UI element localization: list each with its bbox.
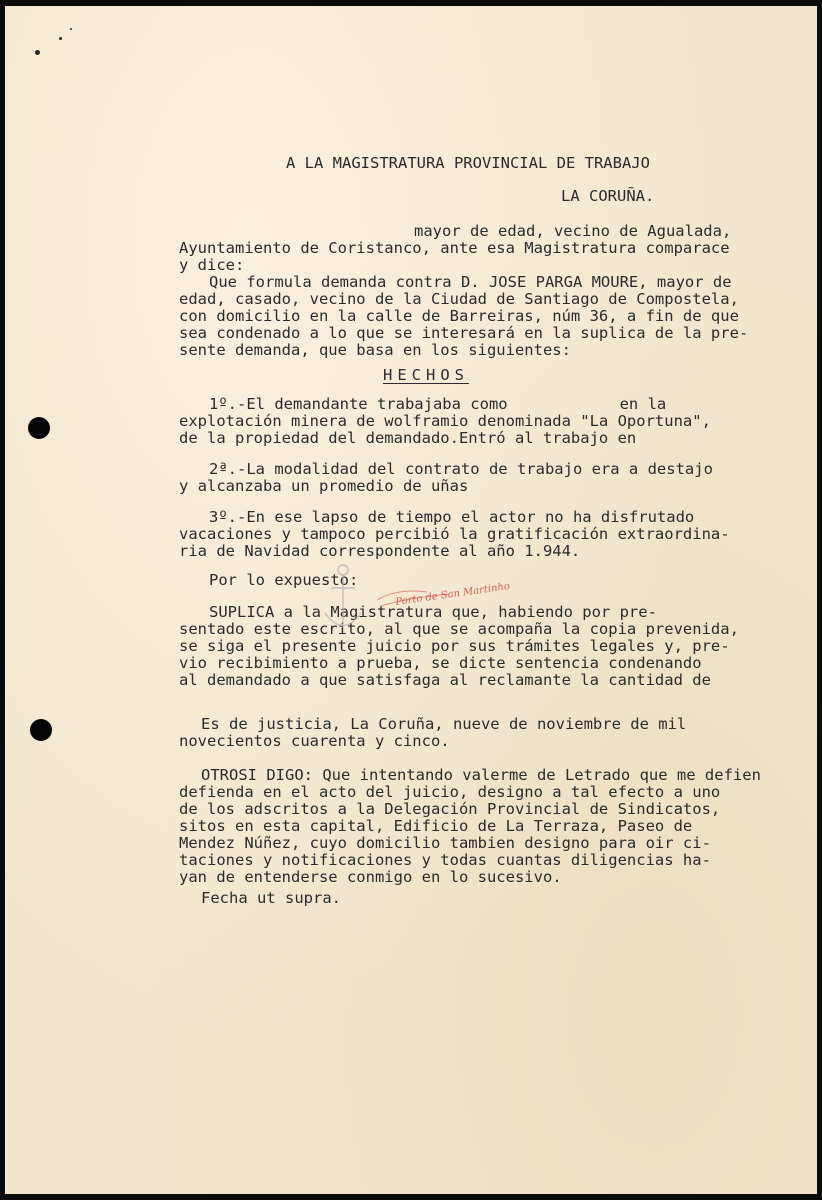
justicia-line: novecientos cuarenta y cinco.	[179, 732, 450, 750]
suplica-line: vio recibimiento a prueba, se dicte sentencia condenando	[179, 654, 702, 672]
intro-line: Que formula demanda contra D. JOSE PARGA MOURE, mayor de	[209, 273, 732, 291]
suplica-line: se siga el presente juicio por sus trámites legales y, pre-	[179, 637, 730, 655]
anchor-stamp	[317, 558, 467, 648]
intro-line: Ayuntamiento de Coristanco, ante esa Magistratura comparace	[179, 239, 730, 257]
intro-line: mayor de edad, vecino de Agualada,	[414, 222, 732, 240]
intro-line: y dice:	[179, 256, 245, 274]
intro-line: sente demanda, que basa en los siguientes:	[179, 341, 571, 359]
punch-hole-bottom	[30, 719, 52, 741]
otrosi-line: de los adscritos a la Delegación Provincial de Sindicatos,	[179, 800, 721, 818]
stamp-text: Porto de San Martinho	[394, 581, 511, 608]
hecho-1-line: explotación minera de wolframio denominada "La Oportuna",	[179, 412, 711, 430]
fecha-line: Fecha ut supra.	[201, 889, 341, 907]
otrosi-line: defienda en el acto del juicio, designo a tal efecto a uno	[179, 783, 721, 801]
header-title: A LA MAGISTRATURA PROVINCIAL DE TRABAJO	[286, 154, 650, 172]
document-page	[5, 6, 817, 1194]
header-city: LA CORUÑA.	[561, 187, 655, 205]
hecho-3-line: 3º.-En ese lapso de tiempo el actor no ha disfrutado	[209, 508, 695, 526]
otrosi-line: OTROSI DIGO: Que intentando valerme de Letrado que me defien	[201, 766, 761, 784]
suplica-line: sentado este escrito, al que se acompaña la copia prevenida,	[179, 620, 739, 638]
otrosi-line: Mendez Núñez, cuyo domicilio tambien designo para oir ci-	[179, 834, 711, 852]
punch-hole-top	[28, 417, 50, 439]
hecho-2-line: 2ª.-La modalidad del contrato de trabajo era a destajo	[209, 460, 713, 478]
otrosi-line: sitos en esta capital, Edificio de La Terraza, Paseo de	[179, 817, 693, 835]
otrosi-line: yan de entenderse conmigo en lo sucesivo.	[179, 868, 562, 886]
hecho-3-line: vacaciones y tampoco percibió la gratificación extraordina-	[179, 525, 730, 543]
suplica-line: al demandado a que satisfaga al reclamante la cantidad de	[179, 671, 711, 689]
hecho-3-line: ria de Navidad correspondente al año 1.944.	[179, 542, 581, 560]
ink-speck	[35, 50, 40, 55]
ink-speck	[59, 37, 62, 40]
hecho-1-line: de la propiedad del demandado.Entró al trabajo en	[179, 429, 637, 447]
intro-line: edad, casado, vecino de la Ciudad de Santiago de Compostela,	[179, 290, 739, 308]
suplica-line: SUPLICA a la Magistratura que, habiendo por pre-	[209, 603, 657, 621]
hechos-heading: HECHOS	[383, 366, 469, 384]
ink-speck	[70, 28, 72, 30]
por-lo-expuesto: Por lo expuesto:	[209, 571, 359, 589]
hecho-2-line: y alcanzaba un promedio de uñas	[179, 477, 469, 495]
justicia-line: Es de justicia, La Coruña, nueve de noviembre de mil	[201, 715, 687, 733]
intro-line: sea condenado a lo que se interesará en la suplica de la pre-	[179, 324, 749, 342]
intro-line: con domicilio en la calle de Barreiras, núm 36, a fin de que	[179, 307, 739, 325]
hecho-1-line: 1º.-El demandante trabajaba como en la	[209, 395, 667, 413]
otrosi-line: taciones y notificaciones y todas cuantas diligencias ha-	[179, 851, 711, 869]
